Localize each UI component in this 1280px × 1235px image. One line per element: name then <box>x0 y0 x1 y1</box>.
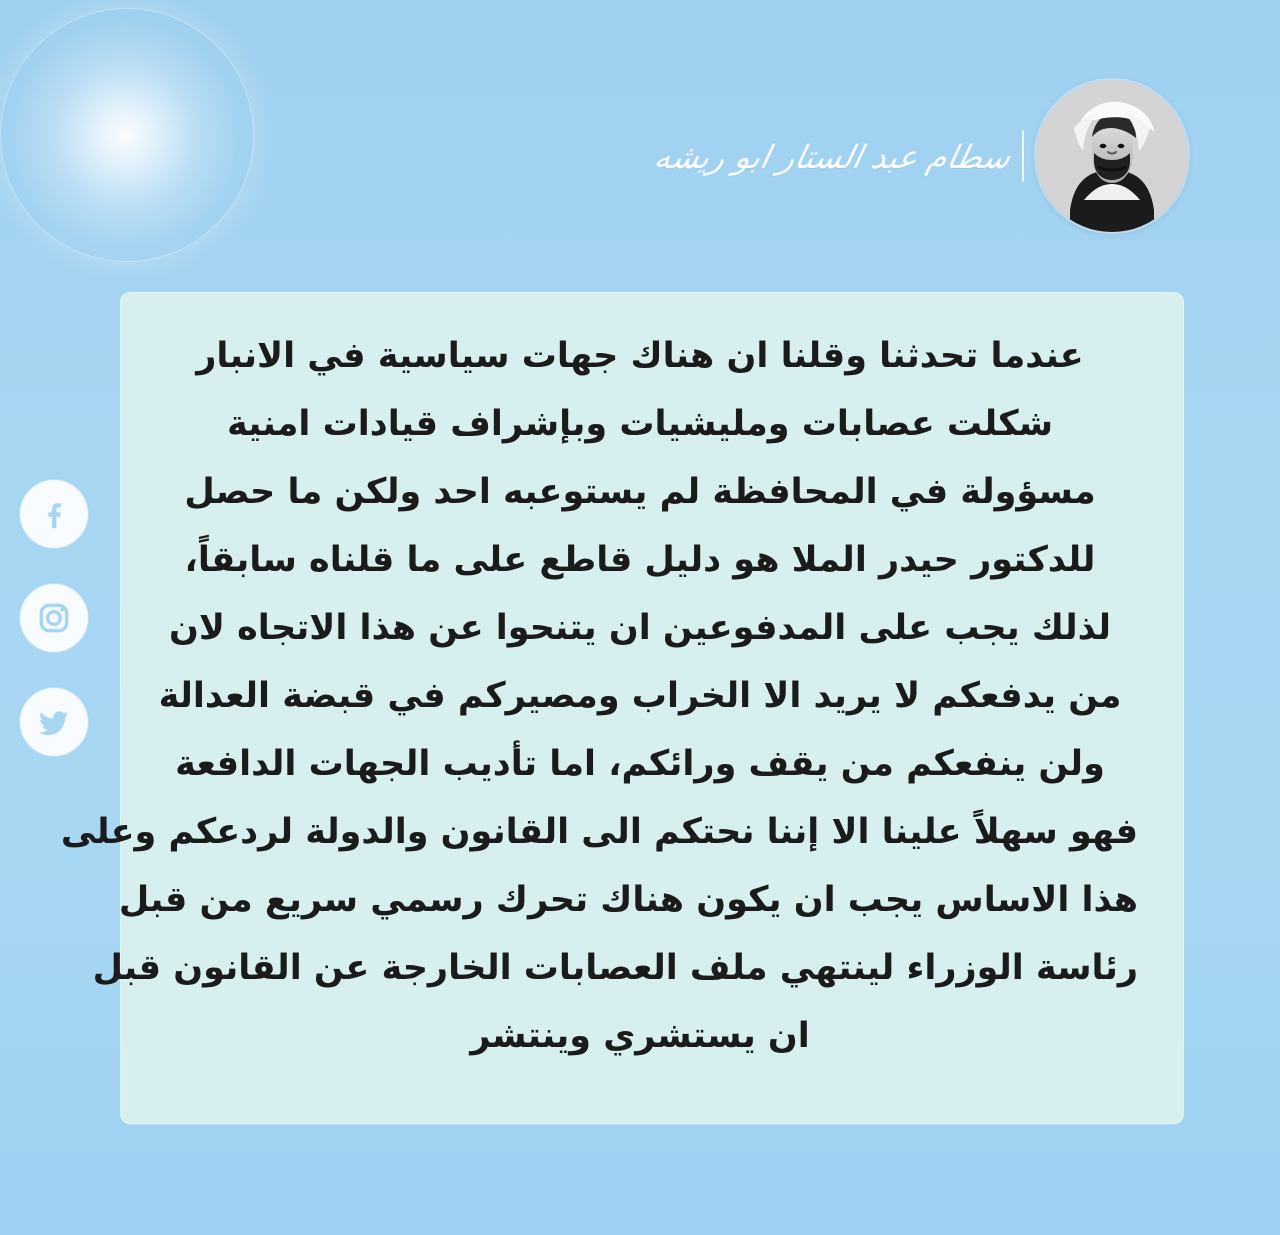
article-line: ان يستشري وينتشر <box>470 1016 810 1056</box>
social-links <box>20 480 88 756</box>
article-line: شكلت عصابات ومليشيات وبإشراف قيادات امنية <box>226 404 1054 444</box>
facebook-icon <box>35 495 73 533</box>
twitter-link[interactable] <box>20 688 88 756</box>
article-line: من يدفعكم لا يريد الا الخراب ومصيركم في قبضة العدالة <box>158 676 1122 716</box>
facebook-link[interactable] <box>20 480 88 548</box>
article-line: ولن ينفعكم من يقف ورائكم، اما تأديب الجهات الدافعة <box>175 744 1105 784</box>
signature: سطام عبد الستار ابو ريشه <box>650 138 1015 176</box>
instagram-icon <box>35 599 73 637</box>
background-glow-ring <box>0 8 254 262</box>
instagram-link[interactable] <box>20 584 88 652</box>
article-line: لذلك يجب على المدفوعين ان يتنحوا عن هذا الاتجاه لان <box>169 608 1111 648</box>
article-line: مسؤولة في المحافظة لم يستوعبه احد ولكن ما حصل <box>184 472 1096 512</box>
article-line: رئاسة الوزراء لينتهي ملف العصابات الخارجة عن القانون قبل <box>92 948 1138 988</box>
twitter-icon <box>34 702 74 742</box>
avatar <box>1036 80 1188 232</box>
article-line: فهو سهلاً علينا الا إننا نحتكم الى القانون والدولة لردعكم وعلى <box>60 812 1138 852</box>
article-text <box>60 322 1138 1070</box>
header <box>650 80 1188 232</box>
article-line: للدكتور حيدر الملا هو دليل قاطع على ما قلناه سابقاً، <box>184 540 1096 580</box>
article-line: عندما تحدثنا وقلنا ان هناك جهات سياسية في الانبار <box>196 336 1084 376</box>
header-divider <box>1022 130 1024 182</box>
quote-content <box>60 322 1138 1120</box>
article-line: هذا الاساس يجب ان يكون هناك تحرك رسمي سريع من قبل <box>118 880 1138 920</box>
